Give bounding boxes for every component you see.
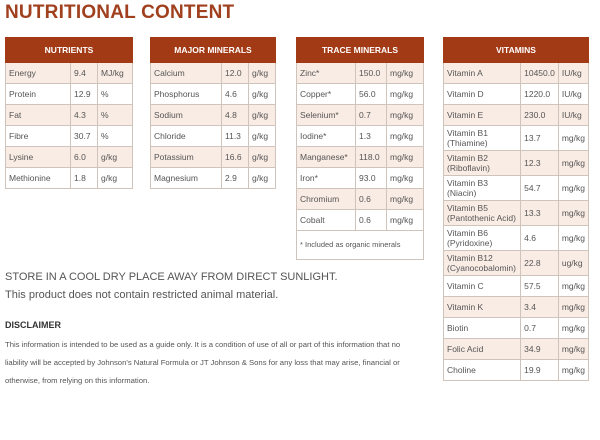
trace-unit: mg/kg	[387, 210, 424, 231]
page-title: NUTRITIONAL CONTENT	[5, 2, 235, 23]
trace-unit: mg/kg	[387, 105, 424, 126]
table-row	[444, 176, 589, 201]
trace-name: Selenium*	[297, 105, 356, 126]
vitamin-value: 57.5	[521, 276, 559, 297]
vitamin-name: Vitamin B1 (Thiamine)	[444, 126, 521, 151]
table-row	[297, 168, 424, 189]
trace-name: Iodine*	[297, 126, 356, 147]
table-row	[444, 251, 589, 276]
vitamin-unit: mg/kg	[558, 276, 588, 297]
mineral-unit: g/kg	[249, 84, 276, 105]
table-row	[6, 147, 133, 168]
trace-unit: mg/kg	[387, 147, 424, 168]
vitamin-name: Vitamin E	[444, 105, 521, 126]
vitamin-name: Biotin	[444, 318, 521, 339]
table-row	[444, 226, 589, 251]
vitamin-unit: IU/kg	[558, 105, 588, 126]
vitamin-unit: mg/kg	[558, 360, 588, 381]
vitamin-name: Vitamin B12 (Cyanocobalomin)	[444, 251, 521, 276]
vitamin-unit: mg/kg	[558, 151, 588, 176]
trace-name: Zinc*	[297, 63, 356, 84]
table-row	[6, 105, 133, 126]
trace-unit: mg/kg	[387, 189, 424, 210]
table-row	[151, 84, 276, 105]
trace-minerals-header: TRACE MINERALS	[297, 38, 424, 63]
nutrient-unit: %	[98, 84, 133, 105]
major-minerals-header: MAJOR MINERALS	[151, 38, 276, 63]
table-row	[151, 126, 276, 147]
vitamin-name: Vitamin K	[444, 297, 521, 318]
storage-line-2: This product does not contain restricted animal material.	[5, 289, 279, 301]
table-row	[151, 168, 276, 189]
vitamin-unit: mg/kg	[558, 297, 588, 318]
trace-name: Manganese*	[297, 147, 356, 168]
vitamin-name: Vitamin B2 (Riboflavin)	[444, 151, 521, 176]
nutrient-name: Methionine	[6, 168, 71, 189]
trace-value: 1.3	[356, 126, 387, 147]
storage-info	[5, 268, 338, 304]
trace-name: Iron*	[297, 168, 356, 189]
mineral-value: 4.8	[222, 105, 249, 126]
table-row	[297, 210, 424, 231]
mineral-name: Potassium	[151, 147, 222, 168]
disclaimer-text: This information is intended to be used as a guide only. It is a condition of use of all or part of this information that no liability will be accepted by Johnson's Natural Formula or JT Johnson & Sons for any loss that may arise, financial or otherwise, from relying on this information.	[5, 340, 401, 385]
mineral-unit: g/kg	[249, 105, 276, 126]
table-row	[444, 276, 589, 297]
mineral-value: 12.0	[222, 63, 249, 84]
nutrient-unit: g/kg	[98, 168, 133, 189]
table-row	[444, 360, 589, 381]
nutrient-value: 6.0	[71, 147, 98, 168]
table-row	[444, 63, 589, 84]
mineral-value: 11.3	[222, 126, 249, 147]
trace-name: Chromium	[297, 189, 356, 210]
trace-value: 150.0	[356, 63, 387, 84]
vitamin-name: Vitamin C	[444, 276, 521, 297]
nutrient-unit: MJ/kg	[98, 63, 133, 84]
vitamin-name: Vitamin D	[444, 84, 521, 105]
nutrient-value: 4.3	[71, 105, 98, 126]
nutrient-value: 1.8	[71, 168, 98, 189]
mineral-value: 2.9	[222, 168, 249, 189]
table-row	[297, 63, 424, 84]
vitamin-unit: mg/kg	[558, 339, 588, 360]
nutrient-unit: %	[98, 126, 133, 147]
trace-value: 0.6	[356, 210, 387, 231]
table-row	[297, 147, 424, 168]
vitamin-value: 13.3	[521, 201, 559, 226]
nutrient-name: Fibre	[6, 126, 71, 147]
trace-value: 0.7	[356, 105, 387, 126]
vitamin-value: 12.3	[521, 151, 559, 176]
trace-unit: mg/kg	[387, 168, 424, 189]
vitamin-value: 0.7	[521, 318, 559, 339]
mineral-unit: g/kg	[249, 147, 276, 168]
table-row	[444, 297, 589, 318]
vitamin-value: 230.0	[521, 105, 559, 126]
mineral-name: Calcium	[151, 63, 222, 84]
table-row	[297, 189, 424, 210]
vitamin-value: 3.4	[521, 297, 559, 318]
table-row	[6, 168, 133, 189]
table-row	[6, 84, 133, 105]
trace-name: Copper*	[297, 84, 356, 105]
trace-value: 118.0	[356, 147, 387, 168]
table-row	[151, 105, 276, 126]
nutrient-value: 30.7	[71, 126, 98, 147]
table-row	[297, 126, 424, 147]
mineral-name: Magnesium	[151, 168, 222, 189]
nutrient-value: 12.9	[71, 84, 98, 105]
table-row	[151, 63, 276, 84]
table-row	[444, 151, 589, 176]
mineral-name: Phosphorus	[151, 84, 222, 105]
vitamin-value: 54.7	[521, 176, 559, 201]
nutrient-name: Energy	[6, 63, 71, 84]
table-row	[444, 126, 589, 151]
vitamins-header: VITAMINS	[444, 38, 589, 63]
vitamins-table	[443, 37, 589, 381]
trace-name: Cobalt	[297, 210, 356, 231]
nutrient-name: Lysine	[6, 147, 71, 168]
vitamin-unit: mg/kg	[558, 226, 588, 251]
mineral-unit: g/kg	[249, 63, 276, 84]
vitamin-name: Vitamin A	[444, 63, 521, 84]
vitamin-value: 4.6	[521, 226, 559, 251]
table-row	[444, 339, 589, 360]
vitamin-name: Vitamin B6 (Pyridoxine)	[444, 226, 521, 251]
vitamin-unit: mg/kg	[558, 201, 588, 226]
nutrient-value: 9.4	[71, 63, 98, 84]
table-row	[6, 126, 133, 147]
mineral-unit: g/kg	[249, 168, 276, 189]
mineral-value: 16.6	[222, 147, 249, 168]
trace-footnote: * Included as organic minerals	[297, 231, 424, 260]
vitamin-unit: mg/kg	[558, 176, 588, 201]
trace-value: 0.6	[356, 189, 387, 210]
nutrients-table	[5, 37, 133, 189]
mineral-name: Sodium	[151, 105, 222, 126]
trace-value: 93.0	[356, 168, 387, 189]
nutrient-name: Fat	[6, 105, 71, 126]
table-row	[151, 147, 276, 168]
table-row	[444, 105, 589, 126]
trace-unit: mg/kg	[387, 84, 424, 105]
nutrient-unit: %	[98, 105, 133, 126]
vitamin-unit: mg/kg	[558, 318, 588, 339]
vitamin-value: 13.7	[521, 126, 559, 151]
vitamin-value: 34.9	[521, 339, 559, 360]
vitamin-value: 22.8	[521, 251, 559, 276]
trace-unit: mg/kg	[387, 63, 424, 84]
table-row	[297, 105, 424, 126]
nutrient-name: Protein	[6, 84, 71, 105]
nutrients-header: NUTRIENTS	[6, 38, 133, 63]
vitamin-name: Vitamin B5 (Pantothenic Acid)	[444, 201, 521, 226]
vitamin-unit: IU/kg	[558, 84, 588, 105]
trace-unit: mg/kg	[387, 126, 424, 147]
vitamin-unit: ug/kg	[558, 251, 588, 276]
trace-minerals-table	[296, 37, 424, 260]
vitamin-unit: mg/kg	[558, 126, 588, 151]
mineral-name: Chloride	[151, 126, 222, 147]
vitamin-value: 1220.0	[521, 84, 559, 105]
vitamin-unit: IU/kg	[558, 63, 588, 84]
mineral-value: 4.6	[222, 84, 249, 105]
major-minerals-table	[150, 37, 276, 189]
vitamin-value: 19.9	[521, 360, 559, 381]
vitamin-name: Vitamin B3 (Niacin)	[444, 176, 521, 201]
table-row	[444, 84, 589, 105]
table-row	[444, 318, 589, 339]
vitamin-name: Folic Acid	[444, 339, 521, 360]
table-row	[297, 84, 424, 105]
trace-value: 56.0	[356, 84, 387, 105]
mineral-unit: g/kg	[249, 126, 276, 147]
disclaimer-heading: DISCLAIMER	[5, 320, 61, 330]
table-row	[6, 63, 133, 84]
vitamin-value: 10450.0	[521, 63, 559, 84]
nutrient-unit: g/kg	[98, 147, 133, 168]
vitamin-name: Choline	[444, 360, 521, 381]
storage-line-1: STORE IN A COOL DRY PLACE AWAY FROM DIRECT SUNLIGHT.	[5, 271, 338, 283]
table-row	[444, 201, 589, 226]
